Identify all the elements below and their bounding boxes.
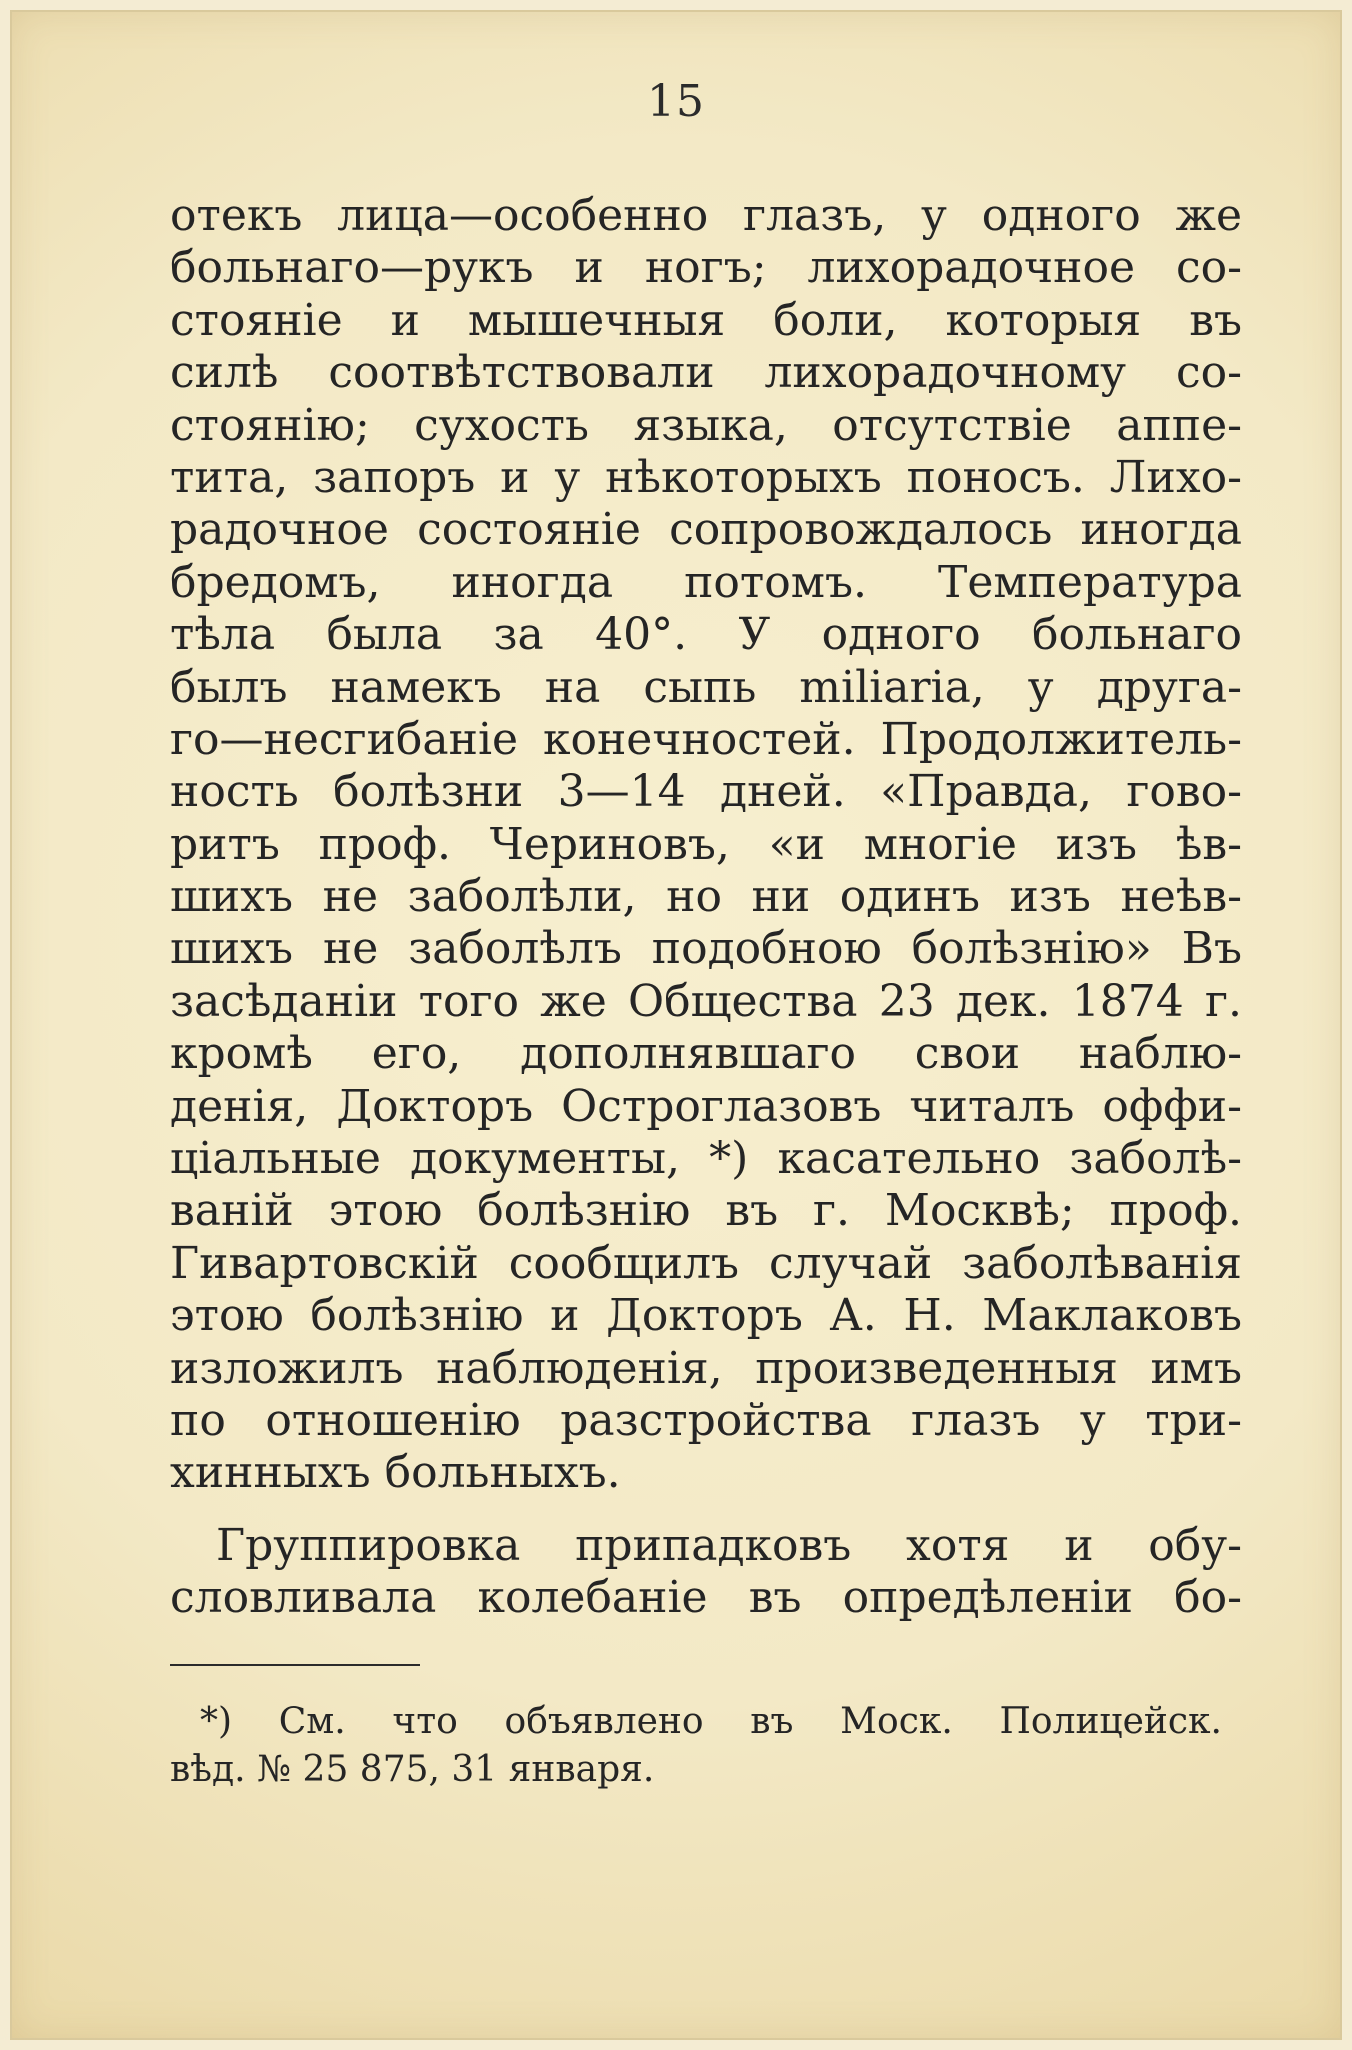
- body-text: [170, 190, 1242, 1625]
- text-line: Гивартовскій сообщилъ случай заболѣванія: [170, 1237, 1242, 1289]
- text-line: силѣ соотвѣтствовали лихорадочному со-: [170, 347, 1242, 399]
- text-line: денія, Докторъ Остроглазовъ читалъ оффи-: [170, 1080, 1242, 1132]
- text-line: засѣданіи того же Общества 23 дек. 1874 г.: [170, 975, 1242, 1027]
- text-line: бредомъ, иногда потомъ. Температура: [170, 556, 1242, 608]
- text-line: изложилъ наблюденія, произведенныя имъ: [170, 1342, 1242, 1394]
- text-line: ритъ проф. Чериновъ, «и многіе изъ ѣв-: [170, 818, 1242, 870]
- text-line: ваній этою болѣзнію въ г. Москвѣ; проф.: [170, 1185, 1242, 1237]
- text-line: больнаго—рукъ и ногъ; лихорадочное со-: [170, 242, 1242, 294]
- text-line: го—несгибаніе конечностей. Продолжитель-: [170, 713, 1242, 765]
- footnote: [170, 1698, 1222, 1794]
- text-line: тѣла была за 40°. У одного больнаго: [170, 609, 1242, 661]
- footnote-line: *) См. что объявлено въ Моск. Полицейск.: [200, 1701, 1222, 1742]
- text-line: тита, запоръ и у нѣкоторыхъ поносъ. Лихо-: [170, 451, 1242, 503]
- text-line: по отношенію разстройства глазъ у три-: [170, 1394, 1242, 1446]
- text-line: шихъ не заболѣлъ подобною болѣзнію» Въ: [170, 923, 1242, 975]
- text-line: хинныхъ больныхъ.: [170, 1447, 621, 1499]
- page-number: 15: [647, 76, 705, 127]
- paragraph-line: Группировка припадковъ хотя и обу-: [216, 1519, 1242, 1571]
- text-line: ность болѣзни 3—14 дней. «Правда, гово-: [170, 766, 1242, 818]
- footnote-line: вѣд. № 25 875, 31 января.: [170, 1749, 655, 1790]
- text-line: шихъ не заболѣли, но ни одинъ изъ неѣв-: [170, 871, 1242, 923]
- text-line: кромѣ его, дополнявшаго свои наблю-: [170, 1028, 1242, 1080]
- text-line: стоянію; сухость языка, отсутствіе аппе-: [170, 399, 1242, 451]
- paragraph-line: словливала колебаніе въ опредѣленіи бо-: [170, 1572, 1242, 1624]
- text-line: радочное состояніе сопровождалось иногда: [170, 504, 1242, 556]
- text-line: отекъ лица—особенно глазъ, у одного же: [170, 190, 1242, 241]
- text-line: стояніе и мышечныя боли, которыя въ: [170, 294, 1242, 346]
- text-line: былъ намекъ на сыпь miliaria, у друга-: [170, 661, 1242, 713]
- text-line: этою болѣзнію и Докторъ А. Н. Маклаковъ: [170, 1290, 1242, 1342]
- text-line: ціальные документы, *) касательно заболѣ-: [170, 1133, 1242, 1185]
- footnote-divider: [170, 1664, 420, 1666]
